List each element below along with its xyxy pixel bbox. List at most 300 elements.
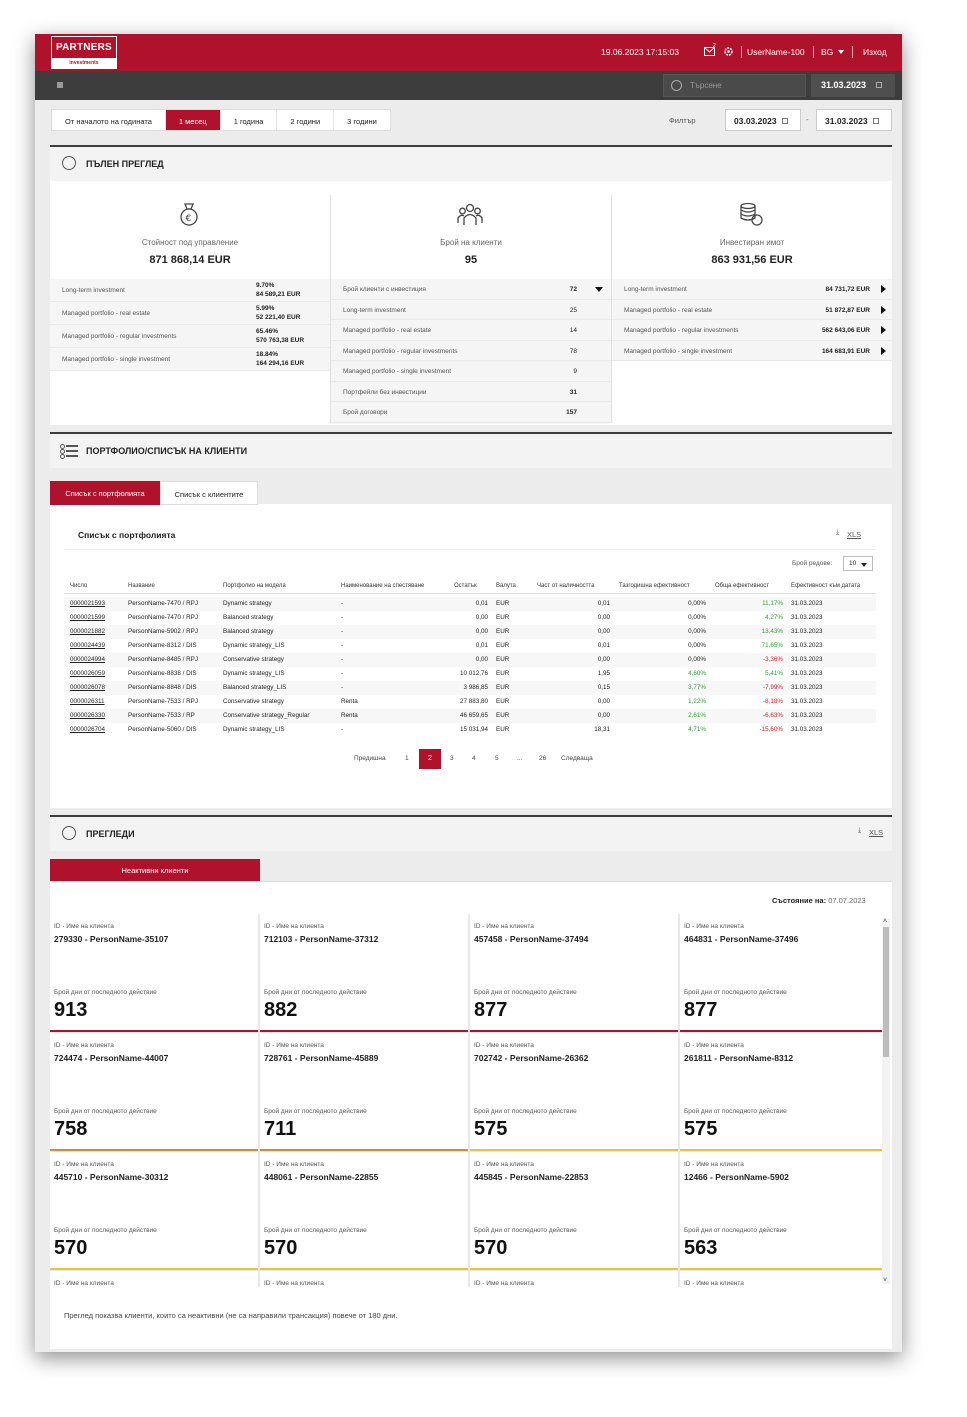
- people-icon: [457, 201, 483, 227]
- table-cell: 15 031,94: [459, 726, 488, 733]
- portfolio-number-link[interactable]: 0000026078: [70, 684, 106, 691]
- table-cell: -: [341, 600, 344, 607]
- table-cell: 10 012,76: [459, 670, 488, 677]
- table-cell: Balanced strategy: [223, 628, 274, 635]
- client-card[interactable]: [50, 914, 258, 1032]
- chevron-down-icon: [861, 563, 867, 567]
- client-card[interactable]: [680, 1152, 882, 1270]
- id-label: ID - Име на клиента: [264, 1161, 324, 1168]
- logo[interactable]: [51, 36, 117, 69]
- date-from: 03.03.2023: [734, 116, 777, 126]
- logout-button[interactable]: Изход: [863, 47, 887, 57]
- portfolio-number-link[interactable]: 0000026059: [70, 670, 106, 677]
- status-date: 07.07.2023: [828, 896, 866, 905]
- rows-label: Брой редове:: [792, 560, 833, 567]
- table-cell: 31.03.2023: [791, 628, 823, 635]
- column-header[interactable]: Част от наличността: [537, 583, 595, 589]
- tab-portfolio-list[interactable]: Списък с портфолията: [50, 481, 160, 505]
- page-1[interactable]: 1: [405, 755, 409, 762]
- portfolio-title: ПОРТФОЛИО/СПИСЪК НА КЛИЕНТИ: [86, 446, 248, 456]
- client-name: 261811 - PersonName-8312: [684, 1053, 794, 1063]
- client-card[interactable]: [680, 1033, 882, 1151]
- table-cell: 0,00%: [688, 614, 706, 621]
- menu-icon[interactable]: [57, 82, 63, 88]
- table-cell: 3,77%: [688, 684, 706, 691]
- table-cell: PersonName-5060 / DIS: [128, 726, 197, 733]
- page-4[interactable]: 4: [472, 755, 476, 762]
- table-cell: Conservative strategy: [223, 656, 284, 663]
- list-item: [50, 348, 330, 371]
- list-title: Списък с портфолията: [78, 530, 176, 540]
- table-cell: Conservative strategy: [223, 698, 284, 705]
- days-value: 575: [684, 1118, 718, 1140]
- days-label: Брой дни от последното действие: [474, 1108, 577, 1115]
- status-line: [50, 1149, 258, 1151]
- client-card[interactable]: [50, 1152, 258, 1270]
- table-cell: 31.03.2023: [791, 642, 823, 649]
- table-cell: Renta: [341, 712, 358, 719]
- table-cell: 1,22%: [688, 698, 706, 705]
- table-cell: 31.03.2023: [791, 600, 823, 607]
- table-cell: Conservative strategy_Regular: [223, 712, 310, 719]
- table-cell: PersonName-7533 / RPJ: [128, 698, 198, 705]
- download-icon[interactable]: ⤓: [858, 827, 862, 834]
- gear-icon[interactable]: [723, 46, 734, 57]
- days-value: 877: [684, 999, 718, 1021]
- client-card[interactable]: [680, 1271, 882, 1287]
- date-from-picker[interactable]: [725, 109, 801, 131]
- table-cell: 0,01: [597, 642, 610, 649]
- days-label: Брой дни от последното действие: [474, 989, 577, 996]
- table-cell: 5,41%: [765, 670, 783, 677]
- invested-column: [612, 181, 892, 424]
- table-cell: 13,43%: [761, 628, 783, 635]
- overview-section: [50, 145, 892, 425]
- chevron-right-icon[interactable]: [881, 306, 886, 314]
- period-ytd[interactable]: От началото на годината: [52, 110, 166, 130]
- client-card[interactable]: [260, 1152, 468, 1270]
- client-card[interactable]: [260, 1033, 468, 1151]
- row-percent: 18.84%: [256, 351, 279, 358]
- column-header[interactable]: Ефективност към датата: [791, 583, 861, 589]
- download-icon[interactable]: ⤓: [836, 529, 840, 536]
- portfolio-number-link[interactable]: 0000021599: [70, 614, 106, 621]
- table-cell: 2,61%: [688, 712, 706, 719]
- date-value: 31.03.2023: [821, 80, 867, 90]
- days-value: 563: [684, 1237, 718, 1259]
- page-2-active[interactable]: 2: [419, 749, 441, 769]
- next-page-button[interactable]: Следваща: [561, 755, 593, 762]
- list-item: [50, 325, 330, 348]
- row-amount: 570 763,38 EUR: [256, 337, 305, 344]
- list-item: [331, 300, 611, 321]
- days-label: Брой дни от последното действие: [684, 1108, 787, 1115]
- divider: [64, 549, 876, 550]
- overview-header: [50, 145, 892, 181]
- table-cell: EUR: [496, 670, 510, 677]
- client-card[interactable]: [470, 1152, 678, 1270]
- table-cell: EUR: [496, 628, 510, 635]
- row-label: Портфейли без инвестиции: [343, 388, 427, 396]
- scrollbar[interactable]: [882, 919, 890, 1284]
- table-cell: EUR: [496, 712, 510, 719]
- divider: [64, 593, 876, 594]
- list-item[interactable]: [612, 279, 892, 300]
- reviews-title: ПРЕГЛЕДИ: [86, 829, 135, 839]
- table-cell: -7,99%: [763, 684, 783, 691]
- status-line: [260, 1149, 468, 1151]
- period-selector: [51, 109, 391, 131]
- row-value: 72: [569, 286, 577, 293]
- id-label: ID - Име на клиента: [684, 923, 744, 930]
- divider: [330, 195, 331, 423]
- table-cell: Dynamic strategy_LIS: [223, 670, 285, 677]
- table-cell: EUR: [496, 642, 510, 649]
- row-label: Managed portfolio - single investment: [343, 368, 452, 375]
- table-cell: 0,01: [475, 600, 488, 607]
- days-label: Брой дни от последното действие: [54, 1227, 157, 1234]
- aum-breakdown: [50, 279, 330, 371]
- app-window: [35, 34, 902, 1352]
- row-label: Managed portfolio - single investment: [624, 347, 733, 355]
- table-cell: PersonName-5902 / RPJ: [128, 628, 198, 635]
- reviews-footer: [50, 1293, 892, 1349]
- portfolio-number-link[interactable]: 0000026311: [70, 698, 105, 705]
- row-value: 51 872,87 EUR: [825, 306, 870, 314]
- calendar-icon: [873, 118, 879, 124]
- table-cell: -: [341, 656, 344, 663]
- id-label: ID - Име на клиента: [474, 1042, 534, 1049]
- row-value: 562 643,06 EUR: [821, 327, 870, 334]
- row-amount: 84 589,21 EUR: [256, 291, 301, 298]
- days-value: 575: [474, 1118, 508, 1140]
- status-line: [260, 1268, 468, 1270]
- portfolio-number-link[interactable]: 0000021593: [70, 600, 106, 607]
- row-value: 25: [569, 306, 577, 314]
- table-cell: PersonName-8848 / DIS: [128, 684, 197, 691]
- clients-label: Брой на клиенти: [440, 238, 502, 247]
- table-cell: 0,00%: [688, 656, 706, 663]
- table-cell: 0,00: [597, 698, 610, 705]
- invested-label: Инвестиран имот: [719, 238, 785, 247]
- table-cell: 0,00%: [688, 642, 706, 649]
- calendar-icon: [876, 82, 882, 88]
- overview-title: ПЪЛЕН ПРЕГЛЕД: [86, 159, 164, 169]
- table-cell: 31.03.2023: [791, 614, 823, 621]
- period-1-year[interactable]: 1 година: [221, 110, 278, 130]
- client-name: 457458 - PersonName-37494: [474, 934, 589, 944]
- client-name: 12466 - PersonName-5902: [684, 1172, 789, 1182]
- client-name: 445845 - PersonName-22853: [474, 1172, 589, 1182]
- tab-client-list[interactable]: Списък с клиентите: [160, 481, 258, 505]
- list-item: [331, 382, 611, 403]
- status-label: Състояние на:: [772, 896, 827, 905]
- row-label: Managed portfolio - single investment: [62, 356, 171, 363]
- page-3[interactable]: 3: [450, 755, 454, 762]
- chevron-right-icon[interactable]: [881, 326, 886, 334]
- id-label: ID - Име на клиента: [474, 923, 534, 930]
- table-cell: -6,63%: [763, 712, 783, 719]
- divider: [611, 195, 612, 423]
- days-value: 570: [54, 1237, 88, 1259]
- list-item: [331, 341, 611, 362]
- search-input[interactable]: [663, 74, 806, 97]
- invested-breakdown: [612, 279, 892, 361]
- username[interactable]: UserName-100: [747, 47, 805, 57]
- table-cell: -: [341, 628, 344, 635]
- table-cell: 31.03.2023: [791, 684, 823, 691]
- reviews-header: [50, 815, 892, 851]
- chevron-right-icon[interactable]: [881, 347, 886, 355]
- table-cell: -8,18%: [763, 698, 783, 705]
- row-percent: 9.70%: [256, 282, 275, 289]
- id-label: ID - Име на клиента: [684, 1042, 744, 1049]
- status-line: [680, 1268, 882, 1270]
- pie-chart-icon: [62, 156, 76, 170]
- date-to: 31.03.2023: [825, 116, 868, 126]
- row-label: Long-term investment: [62, 287, 125, 294]
- id-label: ID - Име на клиента: [264, 923, 324, 930]
- row-label: Long-term investment: [343, 306, 406, 314]
- mail-badge: 2: [713, 43, 716, 49]
- reviews-footnote: Преглед показва клиенти, които са неактивни (не са направили трансакция) повече от 180 дни.: [64, 1311, 398, 1320]
- days-label: Брой дни от последното действие: [264, 989, 367, 996]
- date-to-picker[interactable]: [816, 109, 892, 131]
- list-item: [331, 402, 611, 423]
- aum-label: Стойност под управление: [141, 238, 239, 247]
- list-item[interactable]: [612, 300, 892, 321]
- table-cell: EUR: [496, 614, 510, 621]
- client-card[interactable]: [260, 1271, 468, 1287]
- column-header[interactable]: Наименование на спестяване: [341, 583, 425, 589]
- table-cell: PersonName-7533 / RP: [128, 712, 195, 719]
- row-value: 157: [566, 409, 577, 416]
- table-cell: 0,00: [597, 614, 610, 621]
- table-cell: -: [341, 614, 344, 621]
- table-cell: 0,15: [597, 684, 610, 691]
- client-card[interactable]: [470, 1033, 678, 1151]
- id-label: ID - Име на клиента: [54, 1280, 114, 1287]
- column-header[interactable]: Остатък: [454, 583, 477, 589]
- row-label: Managed portfolio - regular investments: [62, 333, 177, 340]
- table-cell: 4,27%: [765, 614, 783, 621]
- page-5[interactable]: 5: [495, 755, 499, 762]
- table-cell: 11,17%: [762, 600, 783, 607]
- divider: [813, 46, 814, 58]
- period-2-years[interactable]: 2 години: [277, 110, 334, 130]
- column-header[interactable]: Валута: [496, 583, 516, 589]
- divider: [741, 46, 742, 58]
- client-card[interactable]: [470, 1271, 678, 1287]
- row-amount: 52 221,40 EUR: [256, 314, 301, 321]
- row-amount: 164 294,16 EUR: [256, 360, 305, 367]
- column-header[interactable]: Обща ефективност: [715, 583, 770, 589]
- client-card[interactable]: [470, 914, 678, 1032]
- divider: [50, 881, 892, 882]
- id-label: ID - Име на клиента: [684, 1161, 744, 1168]
- chevron-down-icon: [838, 50, 844, 54]
- table-cell: 4,71%: [688, 726, 706, 733]
- search-icon: [671, 80, 682, 91]
- status-line: [470, 1268, 678, 1270]
- tab-inactive-clients[interactable]: Неактивни клиенти: [50, 859, 260, 881]
- pie-chart-icon: [62, 826, 76, 840]
- top-bar: [35, 34, 902, 71]
- column-header[interactable]: Портфолио на модела: [223, 583, 286, 589]
- portfolio-number-link[interactable]: 0000021882: [70, 628, 106, 635]
- days-label: Брой дни от последното действие: [264, 1227, 367, 1234]
- client-card[interactable]: [260, 914, 468, 1032]
- svg-text:€: €: [185, 214, 192, 224]
- clients-column: [331, 181, 611, 424]
- table-cell: -: [341, 726, 344, 733]
- logo-subtext: investments: [52, 58, 116, 68]
- date-picker[interactable]: [811, 74, 895, 97]
- table-cell: EUR: [496, 656, 510, 663]
- table-cell: -: [341, 642, 344, 649]
- table-cell: PersonName-8485 / RPJ: [128, 656, 198, 663]
- portfolio-number-link[interactable]: 0000024439: [70, 642, 106, 649]
- days-value: 882: [264, 999, 298, 1021]
- page-ellipsis: ...: [517, 755, 523, 762]
- row-value: 14: [569, 327, 577, 334]
- portfolio-number-link[interactable]: 0000024994: [70, 656, 106, 663]
- id-label: ID - Име на клиента: [54, 923, 114, 930]
- datetime: 19.06.2023 17:15:03: [601, 47, 679, 57]
- chevron-down-icon[interactable]: ˅: [883, 1277, 888, 1284]
- filter-label: Филтър: [669, 116, 696, 125]
- invested-value: 863 931,56 EUR: [711, 254, 793, 266]
- client-name: 728761 - PersonName-45889: [264, 1053, 379, 1063]
- column-header[interactable]: Число: [70, 583, 88, 589]
- list-item: [50, 302, 330, 325]
- chevron-right-icon[interactable]: [881, 285, 886, 293]
- chevron-down-icon[interactable]: [595, 287, 603, 292]
- client-name: 279330 - PersonName-35107: [54, 934, 169, 944]
- period-1-month[interactable]: 1 месец: [166, 110, 221, 130]
- export-xls-button[interactable]: XLS: [847, 530, 862, 539]
- status-line: [470, 1149, 678, 1151]
- table-cell: 27 883,80: [459, 698, 488, 705]
- list-item[interactable]: [612, 320, 892, 341]
- portfolio-number-link[interactable]: 0000026704: [70, 726, 106, 733]
- table-cell: Balanced strategy: [223, 614, 274, 621]
- table-cell: PersonName-8312 / DIS: [128, 642, 197, 649]
- table-cell: -: [341, 684, 344, 691]
- table-cell: Dynamic strategy_LIS: [223, 726, 285, 733]
- days-value: 758: [54, 1118, 88, 1140]
- status-line: [50, 1268, 258, 1270]
- days-label: Брой дни от последното действие: [54, 989, 157, 996]
- table-cell: Dynamic strategy: [223, 600, 272, 607]
- portfolio-header: [50, 432, 892, 468]
- list-item[interactable]: [331, 279, 611, 300]
- client-name: 464831 - PersonName-37496: [684, 934, 799, 944]
- row-label: Managed portfolio - regular investments: [343, 347, 458, 355]
- page-26[interactable]: 26: [539, 755, 547, 762]
- table-cell: 31.03.2023: [791, 726, 823, 733]
- table-cell: 4,60%: [688, 670, 706, 677]
- row-percent: 65.46%: [256, 328, 279, 335]
- column-header[interactable]: Название: [128, 583, 155, 589]
- scrollbar-thumb[interactable]: [883, 927, 889, 1057]
- clients-value: 95: [464, 254, 478, 266]
- coins-icon: [738, 201, 764, 227]
- export-xls-button[interactable]: XLS: [869, 828, 884, 837]
- days-value: 570: [264, 1237, 298, 1259]
- table-cell: 0,00: [475, 628, 488, 635]
- table-cell: -15,60%: [759, 726, 783, 733]
- table-cell: EUR: [496, 600, 510, 607]
- client-card[interactable]: [50, 1033, 258, 1151]
- days-label: Брой дни от последното действие: [54, 1108, 157, 1115]
- list-item: [331, 361, 611, 382]
- toolbar: [35, 71, 902, 100]
- client-name: 445710 - PersonName-30312: [54, 1172, 169, 1182]
- table-cell: 3 986,85: [463, 684, 488, 691]
- status-line: [260, 1030, 468, 1032]
- id-label: ID - Име на клиента: [54, 1161, 114, 1168]
- row-value: 9: [573, 368, 577, 375]
- language-select[interactable]: BG: [821, 47, 834, 57]
- prev-page-button[interactable]: Предишна: [354, 755, 386, 762]
- table-cell: 0,00%: [688, 600, 706, 607]
- row-label: Long-term investment: [624, 286, 687, 293]
- table-cell: EUR: [496, 726, 510, 733]
- list-item[interactable]: [612, 341, 892, 362]
- table-cell: -3,36%: [763, 656, 783, 663]
- table-cell: 0,01: [597, 600, 610, 607]
- status-line: [680, 1149, 882, 1151]
- date-separator: -: [806, 115, 809, 124]
- table-cell: 31.03.2023: [791, 656, 823, 663]
- column-header[interactable]: Тазгодишна ефективност: [619, 583, 690, 589]
- table-cell: -: [341, 670, 344, 677]
- table-cell: Balanced strategy_LIS: [223, 684, 287, 691]
- table-cell: Dynamic strategy_LIS: [223, 642, 285, 649]
- table-cell: 18,31: [594, 726, 610, 733]
- portfolio-number-link[interactable]: 0000026330: [70, 712, 106, 719]
- row-label: Managed portfolio - real estate: [343, 327, 432, 334]
- days-label: Брой дни от последното действие: [684, 1227, 787, 1234]
- days-value: 913: [54, 999, 88, 1021]
- clients-breakdown: [331, 279, 611, 424]
- client-name: 448061 - PersonName-22855: [264, 1172, 379, 1182]
- period-3-years[interactable]: 3 години: [347, 117, 377, 126]
- days-value: 711: [264, 1118, 297, 1140]
- table-cell: 0,00: [597, 628, 610, 635]
- client-name: 702742 - PersonName-26362: [474, 1053, 589, 1063]
- status-line: [680, 1030, 882, 1032]
- row-percent: 5.99%: [256, 305, 275, 312]
- chevron-up-icon[interactable]: ˄: [883, 918, 888, 925]
- id-label: ID - Име на клиента: [264, 1280, 324, 1287]
- table-cell: 0,00%: [688, 628, 706, 635]
- table-cell: 0,00: [475, 656, 488, 663]
- days-label: Брой дни от последното действие: [474, 1227, 577, 1234]
- table-cell: EUR: [496, 698, 510, 705]
- rows-per-page-select[interactable]: [843, 556, 873, 571]
- table-cell: 0,00: [597, 656, 610, 663]
- table-cell: EUR: [496, 684, 510, 691]
- client-card[interactable]: [680, 914, 882, 1032]
- list-icon: [60, 442, 78, 460]
- table-cell: 31.03.2023: [791, 698, 823, 705]
- row-value: 78: [569, 347, 577, 355]
- days-label: Брой дни от последното действие: [264, 1108, 367, 1115]
- client-card[interactable]: [50, 1271, 258, 1287]
- days-value: 877: [474, 999, 508, 1021]
